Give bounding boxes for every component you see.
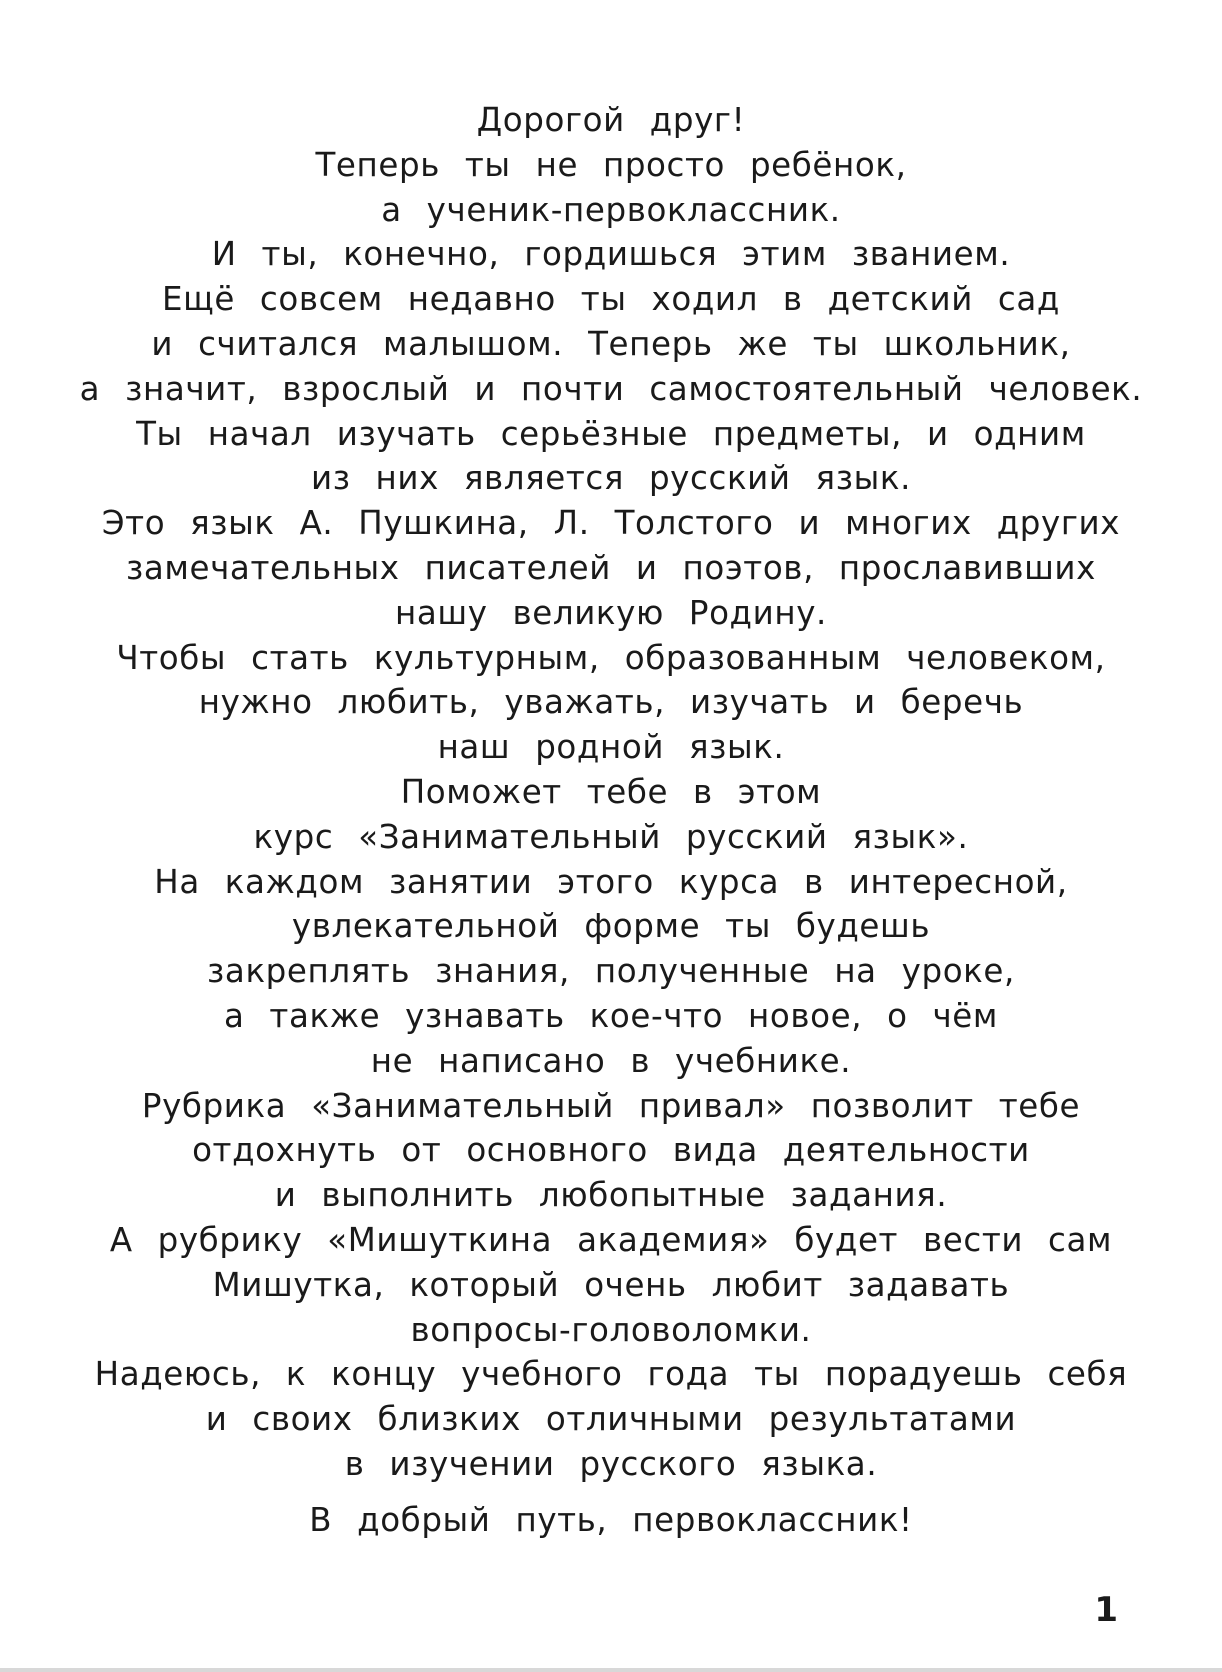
letter-line: вопросы-головоломки. — [410, 1310, 812, 1349]
letter-line: курс «Занимательный русский язык». — [253, 817, 969, 856]
letter-line: Мишутка, который очень любит задавать — [212, 1265, 1010, 1304]
letter-line: Рубрика «Занимательный привал» позволит тебе — [141, 1086, 1081, 1125]
letter-line: а значит, взрослый и почти самостоятельный человек. — [79, 369, 1143, 408]
letter-line: отдохнуть от основного вида деятельности — [192, 1131, 1030, 1170]
letter-line: из них является русский язык. — [310, 459, 912, 498]
letter-greeting: Дорогой друг! — [476, 101, 746, 139]
letter-line: Ты начал изучать серьёзные предметы, и одним — [136, 414, 1086, 453]
letter-closing: В добрый путь, первоклассник! — [309, 1500, 913, 1539]
letter-line: Надеюсь, к концу учебного года ты порадуешь себя — [94, 1355, 1128, 1394]
letter-line: Чтобы стать культурным, образованным человеком, — [116, 638, 1106, 677]
letter-line: нашу великую Родину. — [395, 593, 827, 632]
letter-line: А рубрику «Мишуткина академия» будет вести сам — [109, 1220, 1113, 1259]
letter-line: увлекательной форме ты будешь — [291, 907, 931, 946]
letter-line: Это язык А. Пушкина, Л. Толстого и многих других — [101, 504, 1121, 543]
letter-line: закреплять знания, полученные на уроке, — [207, 952, 1015, 991]
page-bottom-edge — [0, 1668, 1222, 1672]
letter-line: И ты, конечно, гордишься этим званием. — [211, 235, 1011, 274]
letter-line: а ученик-первоклассник. — [381, 190, 841, 229]
letter-line: наш родной язык. — [437, 728, 785, 767]
letter-line: На каждом занятии этого курса в интересной, — [154, 862, 1068, 901]
letter-line: не написано в учебнике. — [370, 1041, 852, 1080]
letter-line: Поможет тебе в этом — [400, 772, 822, 811]
letter-line: Теперь ты не просто ребёнок, — [315, 145, 907, 184]
letter-line: замечательных писателей и поэтов, прославивших — [126, 548, 1096, 587]
page-number: 1 — [1094, 1590, 1118, 1630]
letter-line: Ещё совсем недавно ты ходил в детский сад — [162, 280, 1060, 319]
letter-line: в изучении русского языка. — [344, 1444, 878, 1483]
letter-line: и выполнить любопытные задания. — [274, 1176, 948, 1215]
letter-line: и своих близких отличными результатами — [205, 1400, 1017, 1439]
letter-line: нужно любить, уважать, изучать и беречь — [198, 683, 1024, 722]
letter-line: а также узнавать кое-что новое, о чём — [223, 996, 999, 1035]
letter-line: и считался малышом. Теперь же ты школьник, — [151, 324, 1071, 363]
letter-body — [20, 98, 1202, 1543]
